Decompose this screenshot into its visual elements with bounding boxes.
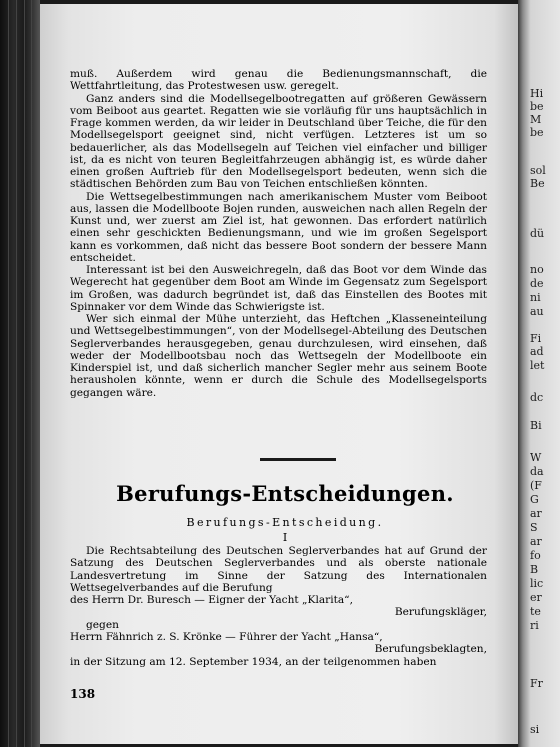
- body-text: [70, 68, 487, 399]
- edge-fragment: sol: [530, 164, 546, 177]
- paragraph-5: Wer sich einmal der Mühe unterzieht, das Heftchen „Klasseneinteilung und Wettsegelbestimmungen“, von der Modellsegel-Abteilung des Deutschen Seglerverbandes herausgegeben, genau durchzulesen, wird einsehen, daß weder der Modellbootsbau noch das Wettsegeln der Modellboote ein Kinderspiel ist, und daß sicherlich mancher Segler mehr aus seinem Boote herausholen könnte, wenn er durch die Schule des Modellsegelsports gegangen wäre.: [70, 313, 487, 399]
- edge-fragment: G: [530, 493, 539, 506]
- edge-fragment: Be: [530, 177, 545, 190]
- right-page-edge: [518, 0, 560, 747]
- edge-fragment: te: [530, 605, 541, 618]
- edge-fragment: Fr: [530, 677, 543, 690]
- edge-fragment: be: [530, 100, 544, 113]
- roman-numeral: I: [282, 531, 288, 544]
- section-subheading: Berufungs-Entscheidung.: [186, 516, 384, 529]
- edge-fragment: ni: [530, 291, 541, 304]
- paragraph-2-lead: Ganz: [86, 92, 114, 105]
- session-line: in der Sitzung am 12. September 1934, an der teilgenommen haben: [70, 655, 437, 668]
- edge-fragment: (F: [530, 479, 542, 492]
- decision-text: [70, 545, 487, 668]
- decision-intro: Die Rechtsabteilung des Deutschen Seglerverbandes hat auf Grund der Satzung des Deutschen Seglerverbandes und als oberste nationale Landesvertretung im Sinne der Satzung des Internationalen Wettsegelverbandes auf die Berufung: [70, 545, 487, 594]
- edge-fragment: da: [530, 465, 544, 478]
- respondent-role: Berufungsbeklagten,: [374, 643, 487, 656]
- edge-fragment: Bi: [530, 419, 542, 432]
- edge-fragment: let: [530, 359, 545, 372]
- edge-fragment: ad: [530, 345, 544, 358]
- edge-fragment: no: [530, 263, 544, 276]
- against-label: gegen: [86, 618, 119, 631]
- edge-fragment: M: [530, 113, 542, 126]
- edge-fragment: Fi: [530, 332, 542, 345]
- edge-fragment: S: [530, 521, 538, 534]
- edge-fragment: be: [530, 126, 544, 139]
- paragraph-2-text: anders sind die Modellsegelbootregatten auf größeren Gewässern vom Beiboot aus geartet. Regatten wie sie vorläufig für uns hauptsächlich in Frage kommen werden, da wir leider in Deutschland über Teiche, die für den Modellsegelsport geeignet sind, nicht verfügen. Letzteres ist um so bedauerlicher, als das Modellsegeln auf Teichen viel einfacher und billiger ist, da es nicht von teuren Begleitfahrzeugen abhängig ist, es würde daher einen großen Auftrieb für den Modellsegelsport bedeuten, wenn sich die städtischen Behörden zum Bau von Teichen entschließen könnten.: [70, 92, 487, 191]
- edge-fragment: B: [530, 563, 539, 576]
- edge-fragment: ar: [530, 507, 542, 520]
- edge-fragment: lic: [530, 577, 544, 590]
- book-spine: [0, 0, 40, 747]
- edge-fragment: fo: [530, 549, 541, 562]
- section-divider: [260, 458, 336, 461]
- edge-fragment: au: [530, 305, 544, 318]
- edge-fragment: de: [530, 277, 544, 290]
- edge-fragment: dü: [530, 227, 545, 240]
- appellant-role: Berufungskläger,: [394, 606, 487, 619]
- paragraph-1: muß. Außerdem wird genau die Bedienungsmannschaft, die Wettfahrtleitung, das Protestwesen usw. geregelt.: [70, 68, 487, 93]
- paragraph-3: Die Wettsegelbestimmungen nach amerikanischem Muster vom Beiboot aus, lassen die Modellboote Bojen runden, ausweichen nach allen Regeln der Kunst und, wer zuerst am Ziel ist, hat gewonnen. Das erfordert natürlich einen sehr geschickten Bedienungsmann, und wie im großen Segelsport kann es vorkommen, daß nicht das bessere Boot sondern der bessere Mann entscheidet.: [70, 190, 487, 264]
- edge-fragment: ri: [530, 619, 539, 632]
- edge-fragment: er: [530, 591, 542, 604]
- paragraph-4: Interessant ist bei den Ausweichregeln, daß das Boot vor dem Winde das Wegerecht hat gegenüber dem Boot am Winde im Gegensatz zum Segelsport im Großen, was dadurch begründet ist, daß das Einstellen des Bootes mit Spinnaker vor dem Winde das Schwierigste ist.: [70, 264, 487, 313]
- section-heading: Berufungs-Entscheidungen.: [116, 481, 454, 506]
- paragraph-2: [70, 93, 487, 191]
- edge-fragment: si: [530, 723, 540, 736]
- edge-fragment: ar: [530, 535, 542, 548]
- appellant-line: des Herrn Dr. Buresch — Eigner der Yacht „Klarita“,: [70, 594, 353, 607]
- edge-fragment: Hi: [530, 87, 544, 100]
- page-number: 138: [70, 687, 96, 701]
- edge-fragment: W: [530, 451, 542, 464]
- respondent-line: Herrn Fähnrich z. S. Krönke — Führer der Yacht „Hansa“,: [70, 631, 383, 644]
- edge-fragment: dc: [530, 391, 544, 404]
